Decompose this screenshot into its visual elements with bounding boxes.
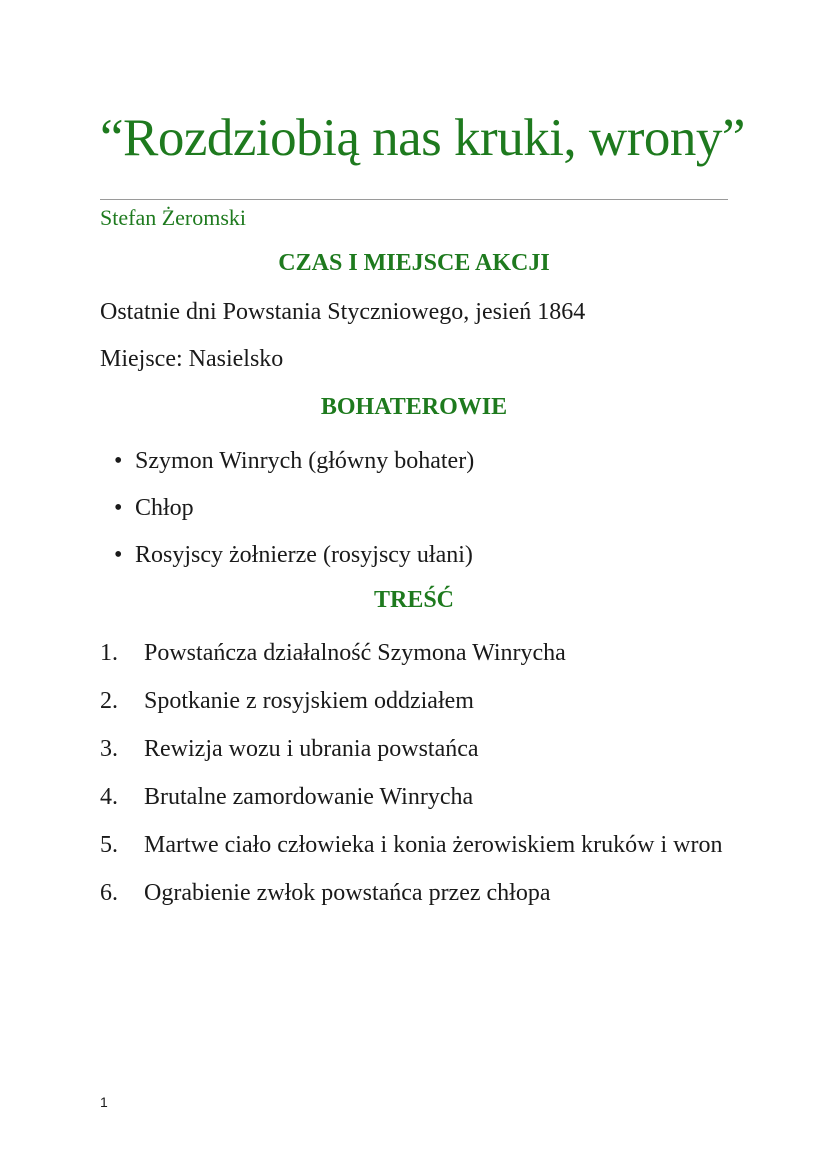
section-heading-setting: CZAS I MIEJSCE AKCJI [278, 250, 550, 276]
plot-item [100, 730, 728, 768]
plot-item-text: Rewizja wozu i ubrania powstańca [144, 736, 479, 762]
plot-item-number: 6. [100, 880, 118, 906]
characters-list [100, 444, 474, 585]
character-item: • Rosyjscy żołnierze (rosyjscy ułani) [100, 538, 474, 585]
plot-item-text: Powstańcza działalność Szymona Winrycha [144, 640, 566, 666]
plot-item [100, 682, 728, 720]
plot-item-text: Ograbienie zwłok powstańca przez chłopa [144, 880, 551, 906]
plot-item-text: Brutalne zamordowanie Winrycha [144, 784, 474, 810]
plot-item [100, 826, 728, 864]
setting-place: Miejsce: Nasielsko [100, 346, 284, 372]
document-title: “Rozdziobią nas kruki, wrony” [100, 109, 745, 167]
plot-list [100, 634, 728, 922]
plot-item-text: Spotkanie z rosyjskiem oddziałem [144, 688, 474, 714]
plot-item-number: 1. [100, 640, 118, 666]
plot-item [100, 874, 728, 912]
plot-item-number: 5. [100, 832, 118, 858]
page-number: 1 [100, 1094, 108, 1110]
setting-time: Ostatnie dni Powstania Styczniowego, jesień 1864 [100, 299, 586, 325]
character-item: • Chłop [100, 491, 474, 538]
section-heading-plot: TREŚĆ [373, 587, 455, 613]
plot-item-number: 3. [100, 736, 118, 762]
plot-item [100, 778, 728, 816]
character-item: • Szymon Winrych (główny bohater) [100, 444, 474, 491]
plot-item-text: Martwe ciało człowieka i konia żerowiskiem kruków i wron [144, 832, 723, 858]
author-name: Stefan Żeromski [100, 205, 247, 230]
title-divider [100, 199, 728, 200]
plot-item [100, 634, 728, 672]
plot-item-number: 2. [100, 688, 118, 714]
section-heading-characters: BOHATEROWIE [320, 394, 508, 420]
plot-item-number: 4. [100, 784, 118, 810]
